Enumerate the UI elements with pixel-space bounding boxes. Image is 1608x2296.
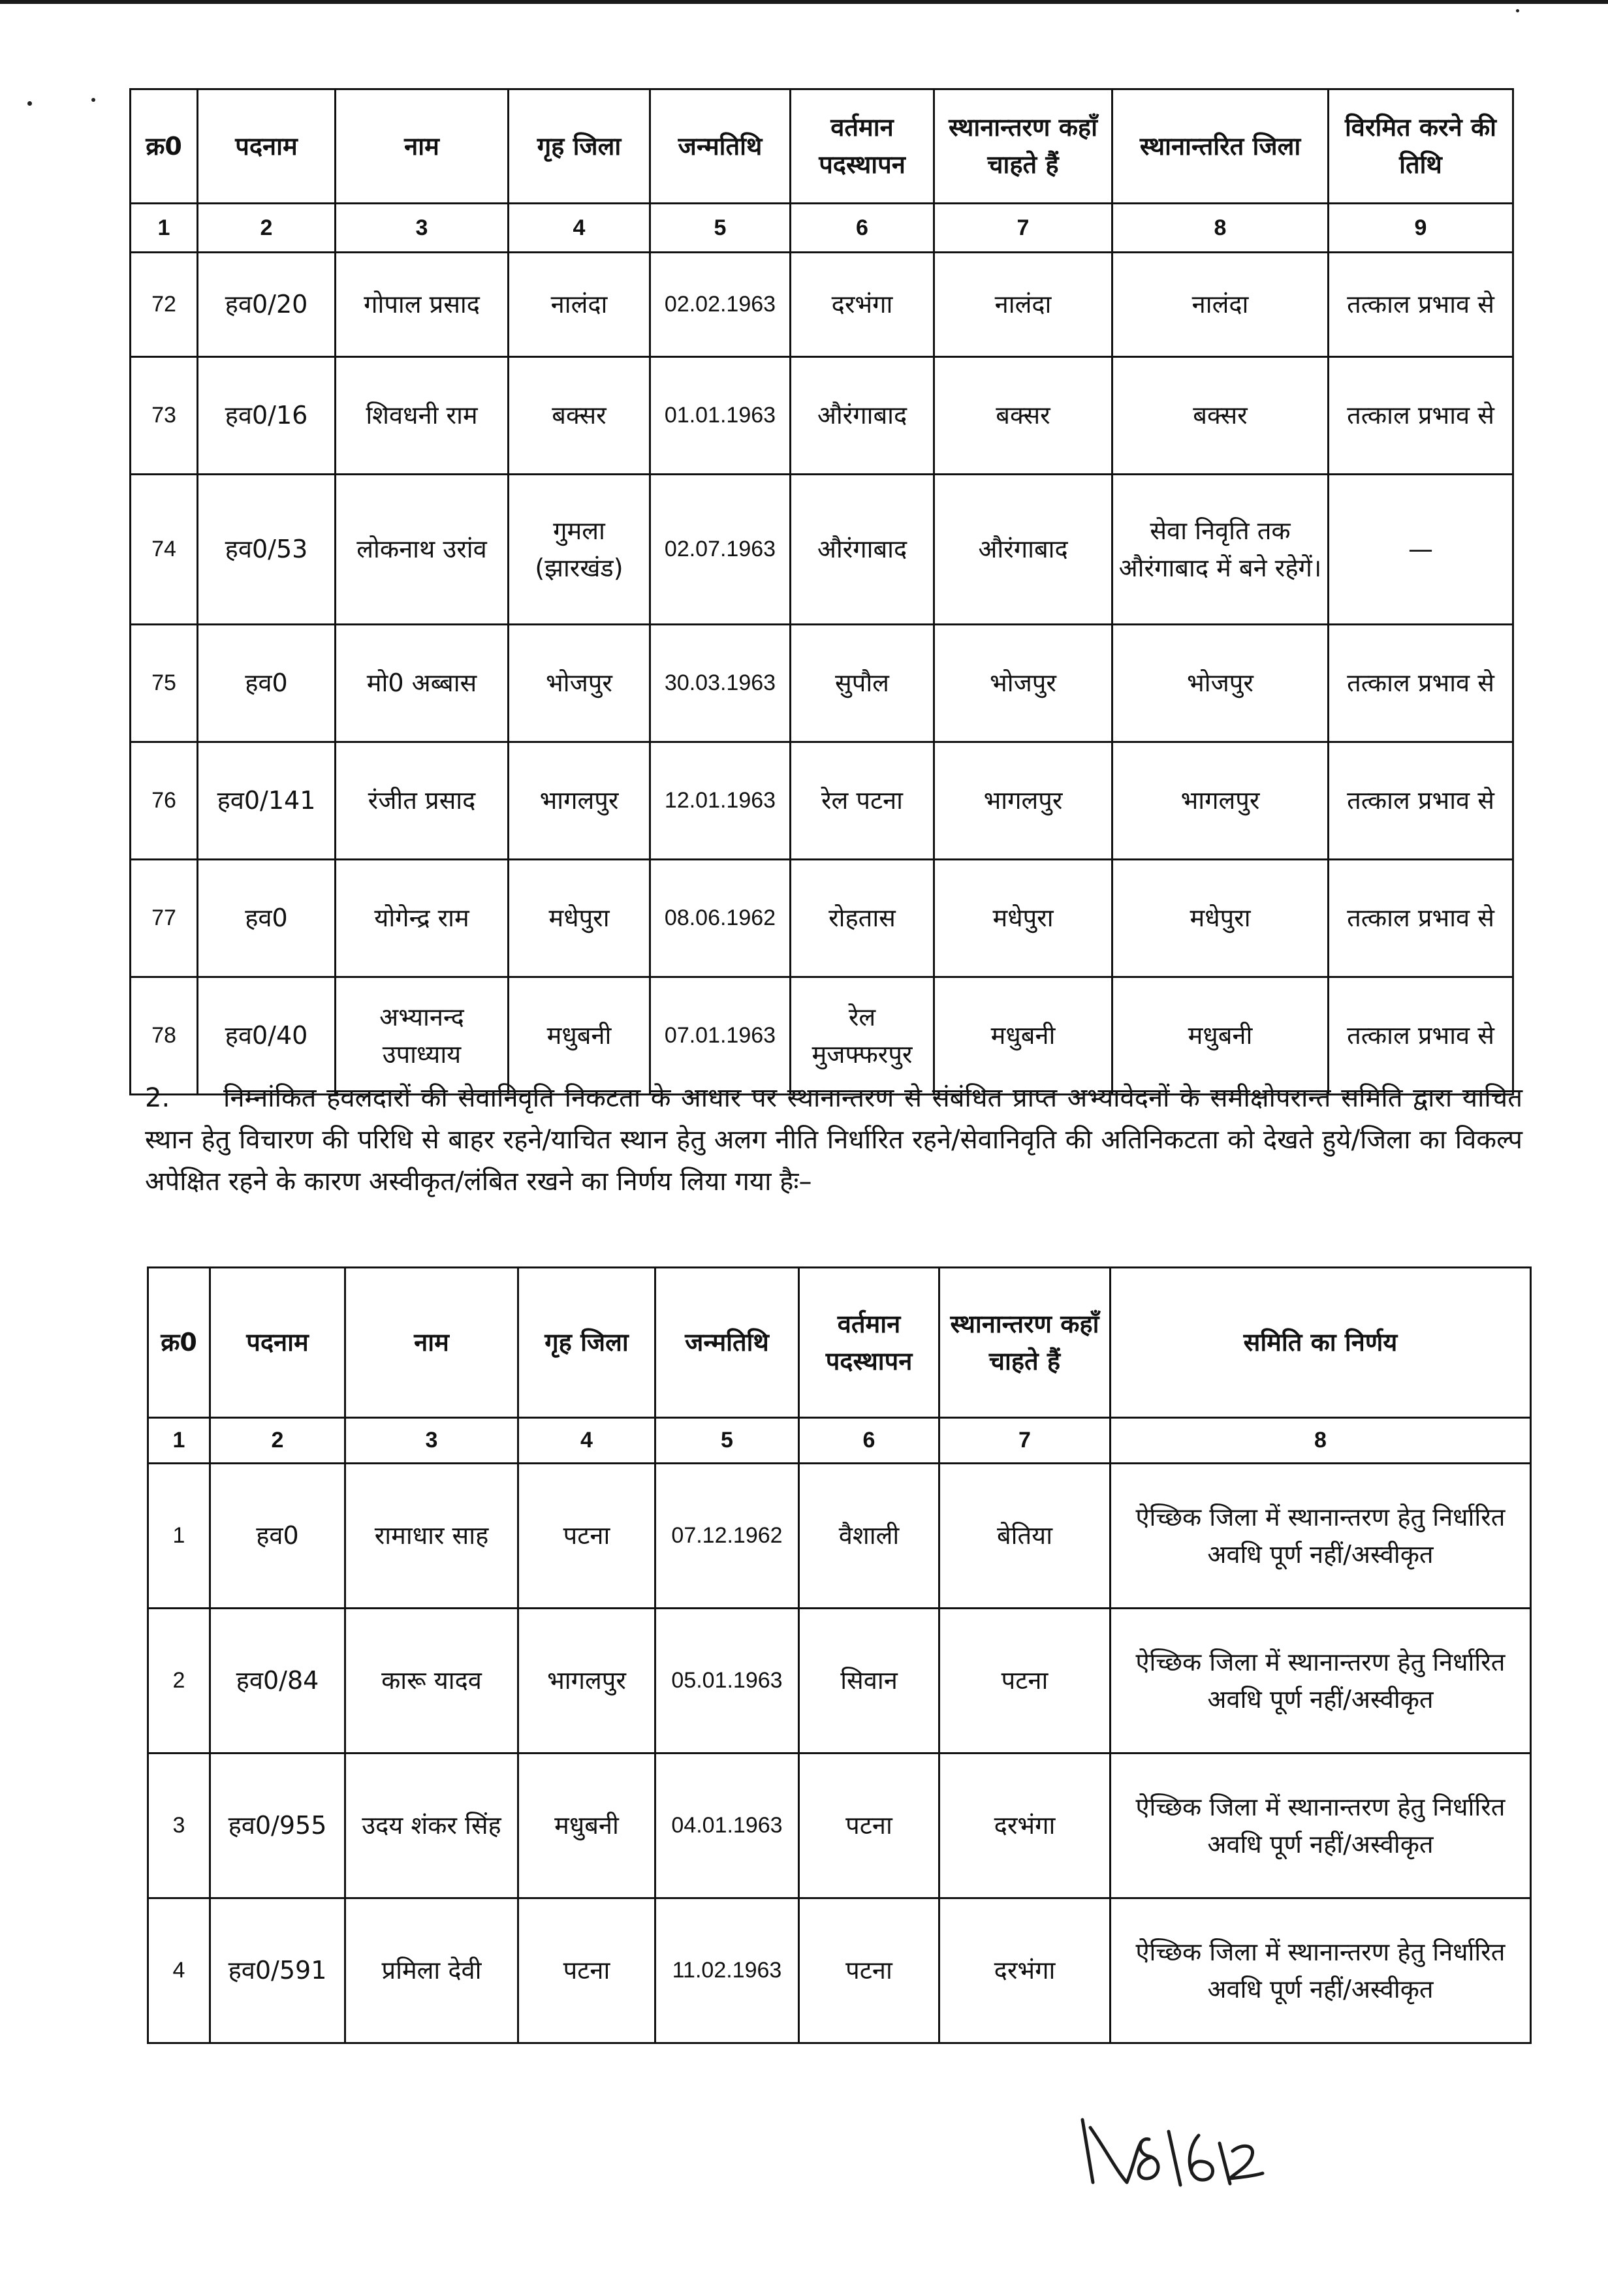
header-cell: क्र0	[131, 89, 198, 204]
table-row	[131, 475, 1513, 625]
header-cell: स्थानान्तरण कहाँ चाहते हैं	[939, 1268, 1111, 1418]
post-cell: हव0/16	[198, 357, 336, 475]
header-cell: गृह जिला	[509, 89, 650, 204]
dob-cell: 12.01.1963	[650, 742, 791, 860]
relieve-date-cell: —	[1329, 475, 1513, 625]
header-cell: विरमित करने की तिथि	[1329, 89, 1513, 204]
serial-number: 73	[131, 357, 198, 475]
header-cell: स्थानान्तरण कहाँ चाहते हैं	[934, 89, 1112, 204]
handwritten-signature-initials	[1071, 2105, 1267, 2203]
column-number: 6	[799, 1418, 939, 1464]
top-border-line	[0, 0, 1608, 4]
column-number: 4	[518, 1418, 655, 1464]
name-cell: प्रमिला देवी	[345, 1898, 518, 2043]
home-district-cell: पटना	[518, 1898, 655, 2043]
post-cell: हव0/53	[198, 475, 336, 625]
table-row	[131, 860, 1513, 977]
transferred-district-cell: भागलपुर	[1112, 742, 1329, 860]
home-district-cell: नालंदा	[509, 253, 650, 357]
wanted-location-cell: दरभंगा	[939, 1753, 1111, 1898]
dob-cell: 08.06.1962	[650, 860, 791, 977]
header-cell: पदनाम	[198, 89, 336, 204]
transferred-district-cell: मधुबनी	[1112, 977, 1329, 1095]
transferred-district-cell: बक्सर	[1112, 357, 1329, 475]
name-cell: अभ्यानन्द उपाध्याय	[336, 977, 509, 1095]
table-row	[148, 1898, 1531, 2043]
post-cell: हव0	[198, 625, 336, 742]
dob-cell: 02.07.1963	[650, 475, 791, 625]
current-posting-cell: पटना	[799, 1898, 939, 2043]
current-posting-cell: रेल मुजफ्फरपुर	[791, 977, 934, 1095]
scan-speck	[1516, 9, 1519, 12]
column-number: 9	[1329, 204, 1513, 253]
table1-header-row	[131, 89, 1513, 204]
wanted-location-cell: औरंगाबाद	[934, 475, 1112, 625]
column-number: 7	[934, 204, 1112, 253]
dob-cell: 04.01.1963	[655, 1753, 799, 1898]
table-row	[131, 625, 1513, 742]
header-cell: जन्मतिथि	[650, 89, 791, 204]
post-cell: हव0/955	[210, 1753, 345, 1898]
table2-header-row	[148, 1268, 1531, 1418]
serial-number: 72	[131, 253, 198, 357]
home-district-cell: भोजपुर	[509, 625, 650, 742]
paragraph-text: निम्नांकित हवलदारों की सेवानिवृति निकटता के आधार पर स्थानान्तरण से संबंधित प्राप्त अभ्यावेदनों के समीक्षोपरान्त समिति द्वारा याचित स्थान हेतु विचारण की परिधि से बाहर रहने/याचित स्थान हेतु अलग नीति निर्धारित रहने/सेवानिवृति की अतिनिकटता को देखते हुये/जिला का विकल्प अपेक्षित रहने के कारण अस्वीकृत/लंबित रखने का निर्णय लिया गया हैः–	[145, 1083, 1522, 1197]
home-district-cell: भागलपुर	[509, 742, 650, 860]
column-number: 4	[509, 204, 650, 253]
header-cell: पदनाम	[210, 1268, 345, 1418]
column-number: 1	[148, 1418, 210, 1464]
home-district-cell: मधुबनी	[509, 977, 650, 1095]
wanted-location-cell: मधेपुरा	[934, 860, 1112, 977]
serial-number: 3	[148, 1753, 210, 1898]
name-cell: रंजीत प्रसाद	[336, 742, 509, 860]
name-cell: उदय शंकर सिंह	[345, 1753, 518, 1898]
table-row	[131, 357, 1513, 475]
name-cell: गोपाल प्रसाद	[336, 253, 509, 357]
dob-cell: 01.01.1963	[650, 357, 791, 475]
committee-decision-cell: ऐच्छिक जिला में स्थानान्तरण हेतु निर्धारित अवधि पूर्ण नहीं/अस्वीकृत	[1111, 1464, 1531, 1609]
current-posting-cell: औरंगाबाद	[791, 475, 934, 625]
committee-decision-cell: ऐच्छिक जिला में स्थानान्तरण हेतु निर्धारित अवधि पूर्ण नहीं/अस्वीकृत	[1111, 1753, 1531, 1898]
serial-number: 2	[148, 1609, 210, 1753]
transfer-rejected-table	[147, 1266, 1532, 2044]
column-number: 2	[210, 1418, 345, 1464]
serial-number: 75	[131, 625, 198, 742]
current-posting-cell: वैशाली	[799, 1464, 939, 1609]
post-cell: हव0/84	[210, 1609, 345, 1753]
scan-speck	[27, 101, 32, 106]
transferred-district-cell: मधेपुरा	[1112, 860, 1329, 977]
serial-number: 74	[131, 475, 198, 625]
post-cell: हव0/591	[210, 1898, 345, 2043]
header-cell: क्र0	[148, 1268, 210, 1418]
table-row	[131, 742, 1513, 860]
serial-number: 76	[131, 742, 198, 860]
scan-speck	[91, 98, 95, 102]
wanted-location-cell: पटना	[939, 1609, 1111, 1753]
column-number: 5	[655, 1418, 799, 1464]
wanted-location-cell: भोजपुर	[934, 625, 1112, 742]
table-row	[148, 1609, 1531, 1753]
post-cell: हव0/40	[198, 977, 336, 1095]
current-posting-cell: रेल पटना	[791, 742, 934, 860]
serial-number: 1	[148, 1464, 210, 1609]
wanted-location-cell: दरभंगा	[939, 1898, 1111, 2043]
column-number: 6	[791, 204, 934, 253]
dob-cell: 11.02.1963	[655, 1898, 799, 2043]
table-row	[148, 1464, 1531, 1609]
relieve-date-cell: तत्काल प्रभाव से	[1329, 742, 1513, 860]
home-district-cell: मधुबनी	[518, 1753, 655, 1898]
home-district-cell: पटना	[518, 1464, 655, 1609]
table2-column-number-row	[148, 1418, 1531, 1464]
current-posting-cell: सुपौल	[791, 625, 934, 742]
name-cell: योगेन्द्र राम	[336, 860, 509, 977]
header-cell: गृह जिला	[518, 1268, 655, 1418]
table1-column-number-row	[131, 204, 1513, 253]
column-number: 5	[650, 204, 791, 253]
transferred-district-cell: नालंदा	[1112, 253, 1329, 357]
header-cell: नाम	[345, 1268, 518, 1418]
wanted-location-cell: नालंदा	[934, 253, 1112, 357]
home-district-cell: गुमला (झारखंड)	[509, 475, 650, 625]
name-cell: लोकनाथ उरांव	[336, 475, 509, 625]
decision-paragraph	[145, 1077, 1522, 1203]
serial-number: 78	[131, 977, 198, 1095]
column-number: 3	[336, 204, 509, 253]
current-posting-cell: पटना	[799, 1753, 939, 1898]
current-posting-cell: दरभंगा	[791, 253, 934, 357]
name-cell: रामाधार साह	[345, 1464, 518, 1609]
header-cell: नाम	[336, 89, 509, 204]
name-cell: मो0 अब्बास	[336, 625, 509, 742]
dob-cell: 05.01.1963	[655, 1609, 799, 1753]
committee-decision-cell: ऐच्छिक जिला में स्थानान्तरण हेतु निर्धारित अवधि पूर्ण नहीं/अस्वीकृत	[1111, 1609, 1531, 1753]
dob-cell: 07.12.1962	[655, 1464, 799, 1609]
column-number: 7	[939, 1418, 1111, 1464]
post-cell: हव0	[210, 1464, 345, 1609]
relieve-date-cell: तत्काल प्रभाव से	[1329, 977, 1513, 1095]
transfer-approved-table	[129, 88, 1514, 1095]
home-district-cell: भागलपुर	[518, 1609, 655, 1753]
header-cell: स्थानान्तरित जिला	[1112, 89, 1329, 204]
dob-cell: 30.03.1963	[650, 625, 791, 742]
relieve-date-cell: तत्काल प्रभाव से	[1329, 625, 1513, 742]
table-row	[148, 1753, 1531, 1898]
name-cell: शिवधनी राम	[336, 357, 509, 475]
name-cell: कारू यादव	[345, 1609, 518, 1753]
current-posting-cell: सिवान	[799, 1609, 939, 1753]
wanted-location-cell: बेतिया	[939, 1464, 1111, 1609]
paragraph-number: 2.	[145, 1083, 170, 1113]
wanted-location-cell: बक्सर	[934, 357, 1112, 475]
header-cell: समिति का निर्णय	[1111, 1268, 1531, 1418]
transferred-district-cell: सेवा निवृति तक औरंगाबाद में बने रहेगें।	[1112, 475, 1329, 625]
dob-cell: 02.02.1963	[650, 253, 791, 357]
header-cell: वर्तमान पदस्थापन	[791, 89, 934, 204]
header-cell: जन्मतिथि	[655, 1268, 799, 1418]
current-posting-cell: औरंगाबाद	[791, 357, 934, 475]
header-cell: वर्तमान पदस्थापन	[799, 1268, 939, 1418]
wanted-location-cell: भागलपुर	[934, 742, 1112, 860]
relieve-date-cell: तत्काल प्रभाव से	[1329, 357, 1513, 475]
column-number: 8	[1111, 1418, 1531, 1464]
post-cell: हव0/20	[198, 253, 336, 357]
post-cell: हव0/141	[198, 742, 336, 860]
column-number: 2	[198, 204, 336, 253]
relieve-date-cell: तत्काल प्रभाव से	[1329, 860, 1513, 977]
relieve-date-cell: तत्काल प्रभाव से	[1329, 253, 1513, 357]
current-posting-cell: रोहतास	[791, 860, 934, 977]
serial-number: 4	[148, 1898, 210, 2043]
dob-cell: 07.01.1963	[650, 977, 791, 1095]
wanted-location-cell: मधुबनी	[934, 977, 1112, 1095]
serial-number: 77	[131, 860, 198, 977]
column-number: 3	[345, 1418, 518, 1464]
home-district-cell: मधेपुरा	[509, 860, 650, 977]
transferred-district-cell: भोजपुर	[1112, 625, 1329, 742]
table-row	[131, 253, 1513, 357]
committee-decision-cell: ऐच्छिक जिला में स्थानान्तरण हेतु निर्धारित अवधि पूर्ण नहीं/अस्वीकृत	[1111, 1898, 1531, 2043]
column-number: 8	[1112, 204, 1329, 253]
post-cell: हव0	[198, 860, 336, 977]
home-district-cell: बक्सर	[509, 357, 650, 475]
column-number: 1	[131, 204, 198, 253]
